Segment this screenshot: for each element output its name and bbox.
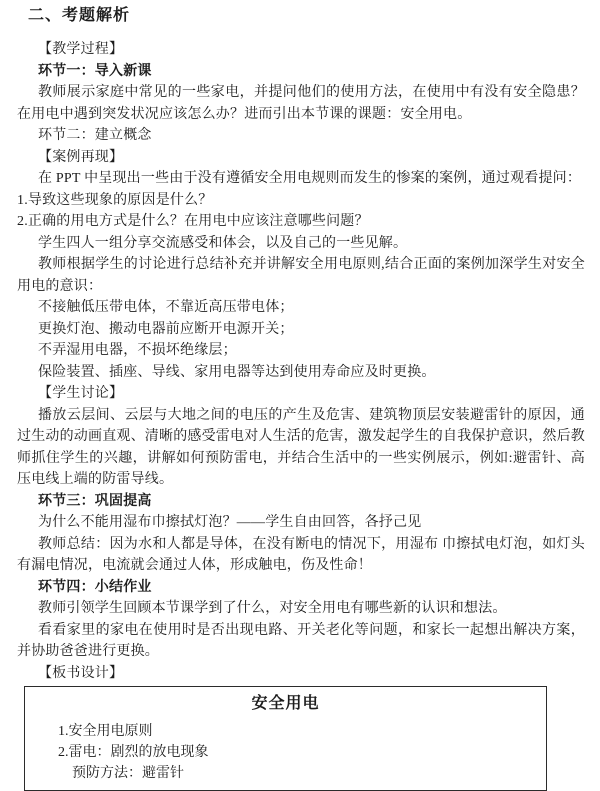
section-label-board-design: 【板书设计】 xyxy=(38,665,124,681)
board-line-2: 2.雷电：剧烈的放电现象 xyxy=(58,745,209,760)
section-label-case-replay: 【案例再现】 xyxy=(38,149,124,165)
heading-step-2: 环节二：建立概念 xyxy=(38,128,152,143)
heading-step-1: 环节一：导入新课 xyxy=(38,63,152,79)
rule-item: 不接触低压带电体，不靠近高压带电体； xyxy=(38,300,294,315)
paragraph: 教师根据学生的讨论进行总结补充并讲解安全用电原则,结合正面的案例加深学生对安全用电的意识： xyxy=(17,257,585,294)
rule-item: 不弄湿用电器，不损坏绝缘层； xyxy=(38,343,237,358)
paragraph: 看看家里的家电在使用时是否出现电路、开关老化等问题，和家长一起想出解决方案，并协助爸爸进行更换。 xyxy=(17,622,585,659)
section-label-student-discussion: 【学生讨论】 xyxy=(38,386,124,401)
board-design-box xyxy=(24,686,547,791)
rule-item: 更换灯泡、搬动电器前应断开电源开关； xyxy=(38,321,294,337)
heading-step-4: 环节四：小结作业 xyxy=(38,579,152,595)
paragraph: 学生四人一组分享交流感受和体会，以及自己的一些见解。 xyxy=(38,235,408,251)
paragraph: 教师引领学生回顾本节课学到了什么，对安全用电有哪些新的认识和想法。 xyxy=(38,601,507,616)
question-item-2: 2.正确的用电方式是什么？在用电中应该注意哪些问题？ xyxy=(17,214,369,229)
heading-step-3: 环节三：巩固提高 xyxy=(38,493,152,509)
board-title: 安全用电 xyxy=(251,695,320,712)
paragraph: 教师展示家庭中常见的一些家电，并提问他们的使用方法，在使用中有没有安全隐患？在用电中遇到突发状况应该怎么办？进而引出本节课的课题：安全用电。 xyxy=(17,85,585,122)
paragraph: 播放云层间、云层与大地之间的电压的产生及危害、建筑物顶层安装避雷针的原因，通过生动的动画直观、清晰的感受雷电对人生活的危害，激发起学生的自我保护意识，然后教师抓住学生的兴趣，讲解如何预防雷电，并结合生活中的一些实例展示，例如:避雷针、高压电线上端的防雷导线。 xyxy=(17,407,585,487)
rule-item: 保险装置、插座、导线、家用电器等达到使用寿命应及时更换。 xyxy=(38,364,436,380)
paragraph: 为什么不能用湿布巾擦拭灯泡？——学生自由回答，各抒己见 xyxy=(38,515,422,530)
page-title: 二、考题解析 xyxy=(28,7,131,24)
document-body xyxy=(17,39,585,684)
board-line-3: 预防方法：避雷针 xyxy=(72,766,184,781)
paragraph: 在 PPT 中呈现出一些由于没有遵循安全用电规则而发生的惨案的案例，通过观看提问： xyxy=(38,171,582,186)
board-lines xyxy=(58,721,536,784)
paragraph: 教师总结：因为水和人都是导体，在没有断电的情况下，用湿布 巾擦拭电灯泡，如灯头有漏电情况，电流就会通过人体，形成触电，伤及性命！ xyxy=(17,536,585,573)
section-label-teaching-process: 【教学过程】 xyxy=(38,42,124,57)
board-line-1: 1.安全用电原则 xyxy=(58,724,153,739)
question-item-1: 1.导致这些现象的原因是什么？ xyxy=(17,192,213,208)
